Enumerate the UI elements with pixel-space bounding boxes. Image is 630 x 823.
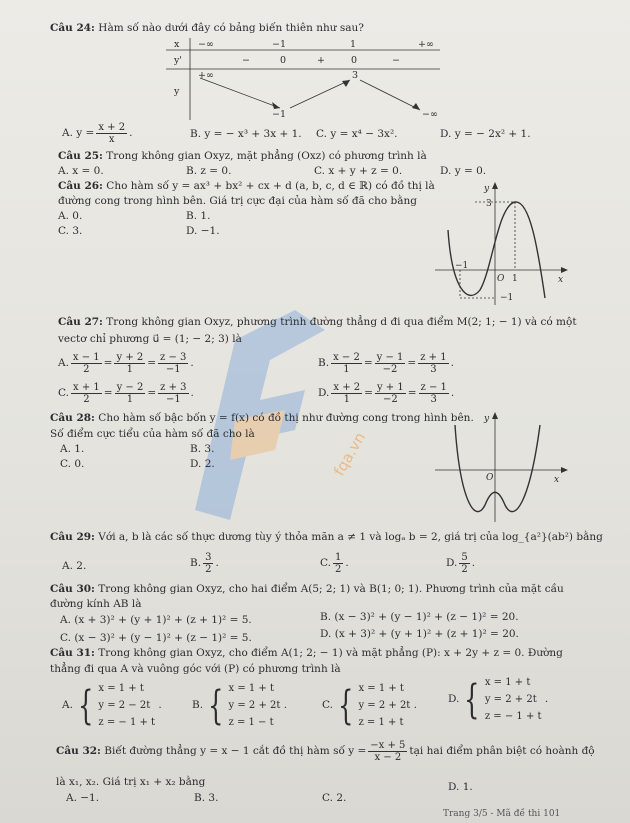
- q31-option-c[interactable]: C. { x = 1 + t y = 2 + 2t z = 1 + t .: [322, 682, 418, 729]
- q25-option-c[interactable]: C. x + y + z = 0.: [314, 165, 403, 177]
- watermark-text: fqa.vn: [330, 429, 370, 479]
- q28-text-1: Câu 28: Cho hàm số bậc bốn y = f(x) có đồ thị như đường cong trong hình bên.: [50, 412, 474, 424]
- tbl-y-3: −∞: [422, 109, 438, 120]
- q25-option-b[interactable]: B. z = 0.: [186, 165, 232, 177]
- tbl-yp-2: +: [317, 55, 325, 66]
- q30-option-b[interactable]: B. (x − 3)² + (y − 1)² + (z − 1)² = 20.: [320, 611, 519, 623]
- q29-option-c[interactable]: C. $\frac{1}{2}$ .: [320, 552, 349, 575]
- q24-option-c[interactable]: C. y = x⁴ − 3x².: [316, 128, 398, 140]
- tbl-x-label: x: [174, 39, 180, 50]
- tbl-y-2: 3: [352, 70, 359, 81]
- q28-option-a[interactable]: A. 1.: [60, 443, 85, 455]
- q28-quartic-graph: [430, 410, 570, 525]
- q30-text-2: đường kính AB là: [50, 598, 142, 610]
- q25-option-d[interactable]: D. y = 0.: [440, 165, 487, 177]
- q29-option-d[interactable]: D. $\frac{5}{2}$ .: [446, 552, 476, 575]
- q29-option-b[interactable]: B. $\frac{3}{2}$ .: [190, 552, 219, 575]
- tbl-x-2: 1: [350, 39, 357, 50]
- q29-text: Câu 29: Với a, b là các số thực dương tùy ý thỏa mãn a ≠ 1 và logₐ b = 2, giá trị của log_{a²}(ab²) bằng: [50, 531, 603, 543]
- q26-option-d[interactable]: D. −1.: [186, 225, 220, 237]
- q28-option-d[interactable]: D. 2.: [190, 458, 215, 470]
- page-footer: Trang 3/5 - Mã đề thi 101: [443, 809, 561, 819]
- q28-axis-y: y: [484, 414, 490, 424]
- q30-option-a[interactable]: A. (x + 3)² + (y + 1)² + (z + 1)² = 5.: [60, 614, 252, 626]
- tbl-x-0: −∞: [198, 39, 214, 50]
- tbl-yp-3: 0: [351, 55, 358, 66]
- q27-text-2: vectơ chỉ phương u⃗ = (1; − 2; 3) là: [58, 333, 242, 345]
- q26-y3: 3: [486, 199, 492, 209]
- q24-text: Câu 24: Hàm số nào dưới đây có bảng biến thiên như sau?: [50, 22, 364, 34]
- q30-option-c[interactable]: C. (x − 3)² + (y − 1)² + (z − 1)² = 5.: [60, 632, 252, 644]
- q24-option-d[interactable]: D. y = − 2x² + 1.: [440, 128, 531, 140]
- q30-text-1: Câu 30: Trong không gian Oxyz, cho hai điểm A(5; 2; 1) và B(1; 0; 1). Phương trình của mặt cầu: [50, 583, 564, 595]
- q26-cubic-graph: [430, 180, 570, 310]
- q31-option-a[interactable]: A. { x = 1 + t y = 2 − 2t z = − 1 + t .: [62, 682, 162, 729]
- q32-option-c[interactable]: C. 2.: [322, 792, 347, 804]
- q26-option-a[interactable]: A. 0.: [58, 210, 83, 222]
- q30-option-d[interactable]: D. (x + 3)² + (y + 1)² + (z + 1)² = 20.: [320, 628, 519, 640]
- q25-option-a[interactable]: A. x = 0.: [58, 165, 104, 177]
- q26-text-2: đường cong trong hình bên. Giá trị cực đại của hàm số đã cho bằng: [58, 195, 417, 207]
- tbl-yp-1: 0: [280, 55, 287, 66]
- q26-xm1: −1: [455, 261, 469, 271]
- q26-text-1: Câu 26: Cho hàm số y = ax³ + bx² + cx + d (a, b, c, d ∈ ℝ) có đồ thị là: [58, 180, 435, 192]
- tbl-x-3: +∞: [418, 39, 434, 50]
- q31-text-2: thẳng đi qua A và vuông góc với (P) có phương trình là: [50, 663, 341, 675]
- q29-option-a[interactable]: A. 2.: [62, 560, 87, 572]
- q32-option-d[interactable]: D. 1.: [448, 781, 473, 793]
- q27-option-a[interactable]: A. $\frac{x - 1}{2}$ = $\frac{y + 2}{1}$ = $\frac{z - 3}{-1}$ .: [58, 352, 194, 375]
- q26-axis-x: x: [558, 275, 564, 285]
- q26-x1: 1: [512, 274, 518, 284]
- tbl-y-0: +∞: [198, 70, 214, 81]
- q26-ym1: −1: [500, 293, 514, 303]
- q27-text-1: Câu 27: Trong không gian Oxyz, phương trình đường thẳng d đi qua điểm M(2; 1; − 1) và có một: [58, 316, 577, 328]
- q26-option-b[interactable]: B. 1.: [186, 210, 211, 222]
- q27-option-d[interactable]: D. $\frac{x + 2}{1}$ = $\frac{y + 1}{-2}$ = $\frac{z - 1}{3}$ .: [318, 382, 455, 405]
- q26-axis-y: y: [484, 184, 490, 194]
- q31-option-b[interactable]: B. { x = 1 + t y = 2 + 2t z = 1 − t .: [192, 682, 288, 729]
- q27-option-b[interactable]: B. $\frac{x - 2}{1}$ = $\frac{y - 1}{-2}$ = $\frac{z + 1}{3}$ .: [318, 352, 454, 375]
- q25-text: Câu 25: Trong không gian Oxyz, mặt phẳng (Oxz) có phương trình là: [58, 150, 427, 162]
- q28-option-b[interactable]: B. 3.: [190, 443, 215, 455]
- tbl-y-1: −1: [272, 109, 287, 120]
- q28-axis-x: x: [554, 475, 560, 485]
- tbl-y-label: y: [174, 86, 180, 97]
- q24-option-a[interactable]: A. y = $\frac{x + 2}{x}$ .: [62, 122, 133, 145]
- q32-text-1: Câu 32: Biết đường thẳng y = x − 1 cắt đồ thị hàm số y = $\frac{-x + 5}{x - 2}$ tại hai điểm phân biệt có hoành độ: [56, 740, 595, 763]
- q28-text-2: Số điểm cực tiểu của hàm số đã cho là: [50, 428, 255, 440]
- q24-option-b[interactable]: B. y = − x³ + 3x + 1.: [190, 128, 302, 140]
- q31-option-d[interactable]: D. { x = 1 + t y = 2 + 2t z = − 1 + t .: [448, 676, 549, 723]
- q26-option-c[interactable]: C. 3.: [58, 225, 83, 237]
- q28-origin: O: [486, 473, 494, 483]
- q32-option-a[interactable]: A. −1.: [66, 792, 100, 804]
- q32-option-b[interactable]: B. 3.: [194, 792, 219, 804]
- tbl-x-1: −1: [272, 39, 287, 50]
- tbl-yp-label: y': [174, 55, 182, 66]
- tbl-yp-4: −: [392, 55, 400, 66]
- q31-text-1: Câu 31: Trong không gian Oxyz, cho điểm A(1; 2; − 1) và mặt phẳng (P): x + 2y + z = 0. Đường: [50, 647, 563, 659]
- q32-text-2: là x₁, x₂. Giá trị x₁ + x₂ bằng: [56, 776, 206, 788]
- q24-variation-table: [160, 36, 445, 120]
- q28-option-c[interactable]: C. 0.: [60, 458, 85, 470]
- q26-origin: O: [497, 274, 505, 284]
- tbl-yp-0: −: [242, 55, 250, 66]
- q27-option-c[interactable]: C. $\frac{x + 1}{2}$ = $\frac{y - 2}{1}$ = $\frac{z + 3}{-1}$ .: [58, 382, 194, 405]
